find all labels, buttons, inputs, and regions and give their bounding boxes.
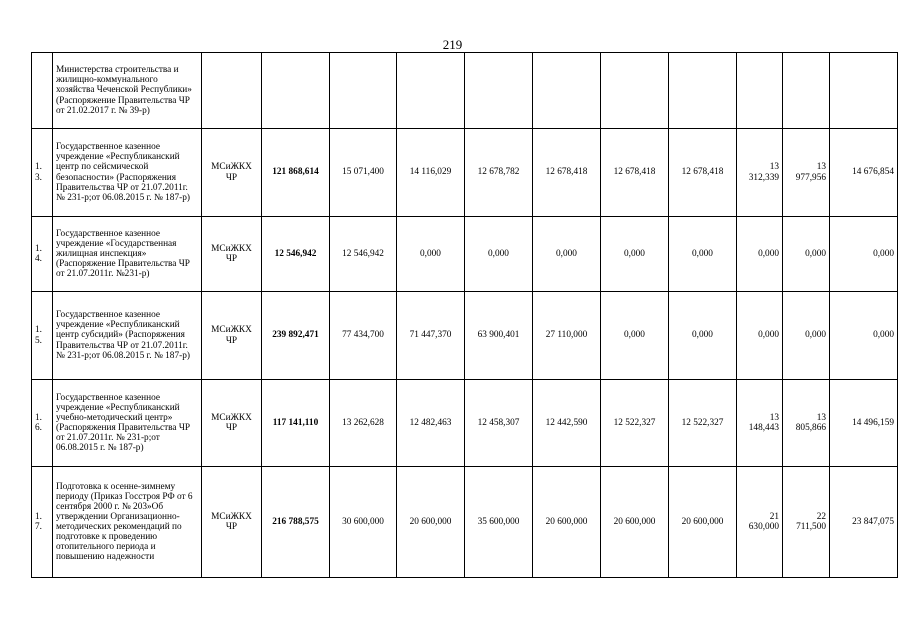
total-cell: 216 788,575 xyxy=(262,467,330,578)
year-value-cell: 14 496,159 xyxy=(830,380,898,467)
executor-cell: МСиЖКХ ЧР xyxy=(202,292,262,380)
year-value-cell xyxy=(533,53,601,129)
year-value-cell: 0,000 xyxy=(669,292,737,380)
row-number-cell: 1. 3. xyxy=(32,129,53,217)
year-value-cell: 0,000 xyxy=(830,292,898,380)
year-value-cell: 12 678,418 xyxy=(533,129,601,217)
executor-cell: МСиЖКХ ЧР xyxy=(202,467,262,578)
year-value-cell: 15 071,400 xyxy=(330,129,397,217)
year-value-cell xyxy=(830,53,898,129)
year-value-cell: 20 600,000 xyxy=(397,467,465,578)
row-number-cell: 1. 4. xyxy=(32,217,53,292)
total-cell: 12 546,942 xyxy=(262,217,330,292)
year-value-cell xyxy=(783,53,830,129)
row-name-cell: Государственное казенное учреждение «Республиканский центр по сейсмической безопасности» (Распоряжения Правительства ЧР от 21.07.2011г. № 231-р;от 06.08.2015 г. № 187-р) xyxy=(53,129,202,217)
row-name-cell: Подготовка к осенне-зимнему периоду (Приказ Госстроя РФ от 6 сентября 2000 г. № 203»Об утверждении Организационно-методических рекомендаций по подготовке к проведению отопительного периода и повышению надежности xyxy=(53,467,202,578)
year-value-cell: 63 900,401 xyxy=(465,292,533,380)
year-value-cell: 0,000 xyxy=(737,292,783,380)
row-number-cell: 1. 6. xyxy=(32,380,53,467)
table-row xyxy=(32,380,898,467)
year-value-cell xyxy=(601,53,669,129)
year-value-cell: 27 110,000 xyxy=(533,292,601,380)
year-value-cell: 0,000 xyxy=(783,292,830,380)
year-value-cell: 13 312,339 xyxy=(737,129,783,217)
year-value-cell: 0,000 xyxy=(601,292,669,380)
year-value-cell xyxy=(669,53,737,129)
year-value-cell: 13 262,628 xyxy=(330,380,397,467)
executor-cell: МСиЖКХ ЧР xyxy=(202,129,262,217)
year-value-cell: 20 600,000 xyxy=(601,467,669,578)
year-value-cell: 12 458,307 xyxy=(465,380,533,467)
year-value-cell: 12 546,942 xyxy=(330,217,397,292)
executor-cell: МСиЖКХ ЧР xyxy=(202,217,262,292)
year-value-cell: 14 676,854 xyxy=(830,129,898,217)
total-cell: 117 141,110 xyxy=(262,380,330,467)
year-value-cell: 12 678,418 xyxy=(669,129,737,217)
total-cell xyxy=(262,53,330,129)
year-value-cell: 21 630,000 xyxy=(737,467,783,578)
row-name-cell: Государственное казенное учреждение «Государственная жилищная инспекция» (Распоряжение Правительства ЧР от 21.07.2011г. №231-р) xyxy=(53,217,202,292)
year-value-cell: 0,000 xyxy=(783,217,830,292)
year-value-cell xyxy=(465,53,533,129)
year-value-cell: 77 434,700 xyxy=(330,292,397,380)
year-value-cell: 12 522,327 xyxy=(669,380,737,467)
table-row xyxy=(32,217,898,292)
executor-cell: МСиЖКХ ЧР xyxy=(202,380,262,467)
year-value-cell xyxy=(330,53,397,129)
year-value-cell: 23 847,075 xyxy=(830,467,898,578)
row-number-cell: 1. 7. xyxy=(32,467,53,578)
year-value-cell: 12 482,463 xyxy=(397,380,465,467)
year-value-cell: 14 116,029 xyxy=(397,129,465,217)
total-cell: 121 868,614 xyxy=(262,129,330,217)
year-value-cell: 0,000 xyxy=(737,217,783,292)
year-value-cell: 0,000 xyxy=(669,217,737,292)
year-value-cell: 71 447,370 xyxy=(397,292,465,380)
year-value-cell xyxy=(737,53,783,129)
year-value-cell: 0,000 xyxy=(397,217,465,292)
year-value-cell: 13 977,956 xyxy=(783,129,830,217)
budget-table xyxy=(31,52,898,578)
year-value-cell: 0,000 xyxy=(830,217,898,292)
year-value-cell: 12 678,418 xyxy=(601,129,669,217)
year-value-cell: 12 522,327 xyxy=(601,380,669,467)
year-value-cell: 35 600,000 xyxy=(465,467,533,578)
year-value-cell: 12 442,590 xyxy=(533,380,601,467)
year-value-cell: 13 148,443 xyxy=(737,380,783,467)
row-number-cell: 1. 5. xyxy=(32,292,53,380)
table-row xyxy=(32,292,898,380)
row-name-cell: Государственное казенное учреждение «Республиканский учебно-методический центр» (Распоряжения Правительства ЧР от 21.07.2011г. № 231-р;от 06.08.2015 г. № 187-р) xyxy=(53,380,202,467)
table-row xyxy=(32,129,898,217)
page-number: 219 xyxy=(442,37,463,52)
year-value-cell: 0,000 xyxy=(533,217,601,292)
year-value-cell: 20 600,000 xyxy=(533,467,601,578)
row-number-cell xyxy=(32,53,53,129)
year-value-cell: 0,000 xyxy=(465,217,533,292)
year-value-cell: 20 600,000 xyxy=(669,467,737,578)
executor-cell xyxy=(202,53,262,129)
table-row xyxy=(32,467,898,578)
year-value-cell xyxy=(397,53,465,129)
total-cell: 239 892,471 xyxy=(262,292,330,380)
year-value-cell: 30 600,000 xyxy=(330,467,397,578)
year-value-cell: 13 805,866 xyxy=(783,380,830,467)
year-value-cell: 0,000 xyxy=(601,217,669,292)
year-value-cell: 22 711,500 xyxy=(783,467,830,578)
row-name-cell: Государственное казенное учреждение «Республиканский центр субсидий» (Распоряжения Правительства ЧР от 21.07.2011г. № 231-р;от 06.08.2015 г. № 187-р) xyxy=(53,292,202,380)
table-row xyxy=(32,53,898,129)
row-name-cell: Министерства строительства и жилищно-коммунального хозяйства Чеченской Республики» (Распоряжение Правительства ЧР от 21.02.2017 г. № 39-р) xyxy=(53,53,202,129)
year-value-cell: 12 678,782 xyxy=(465,129,533,217)
